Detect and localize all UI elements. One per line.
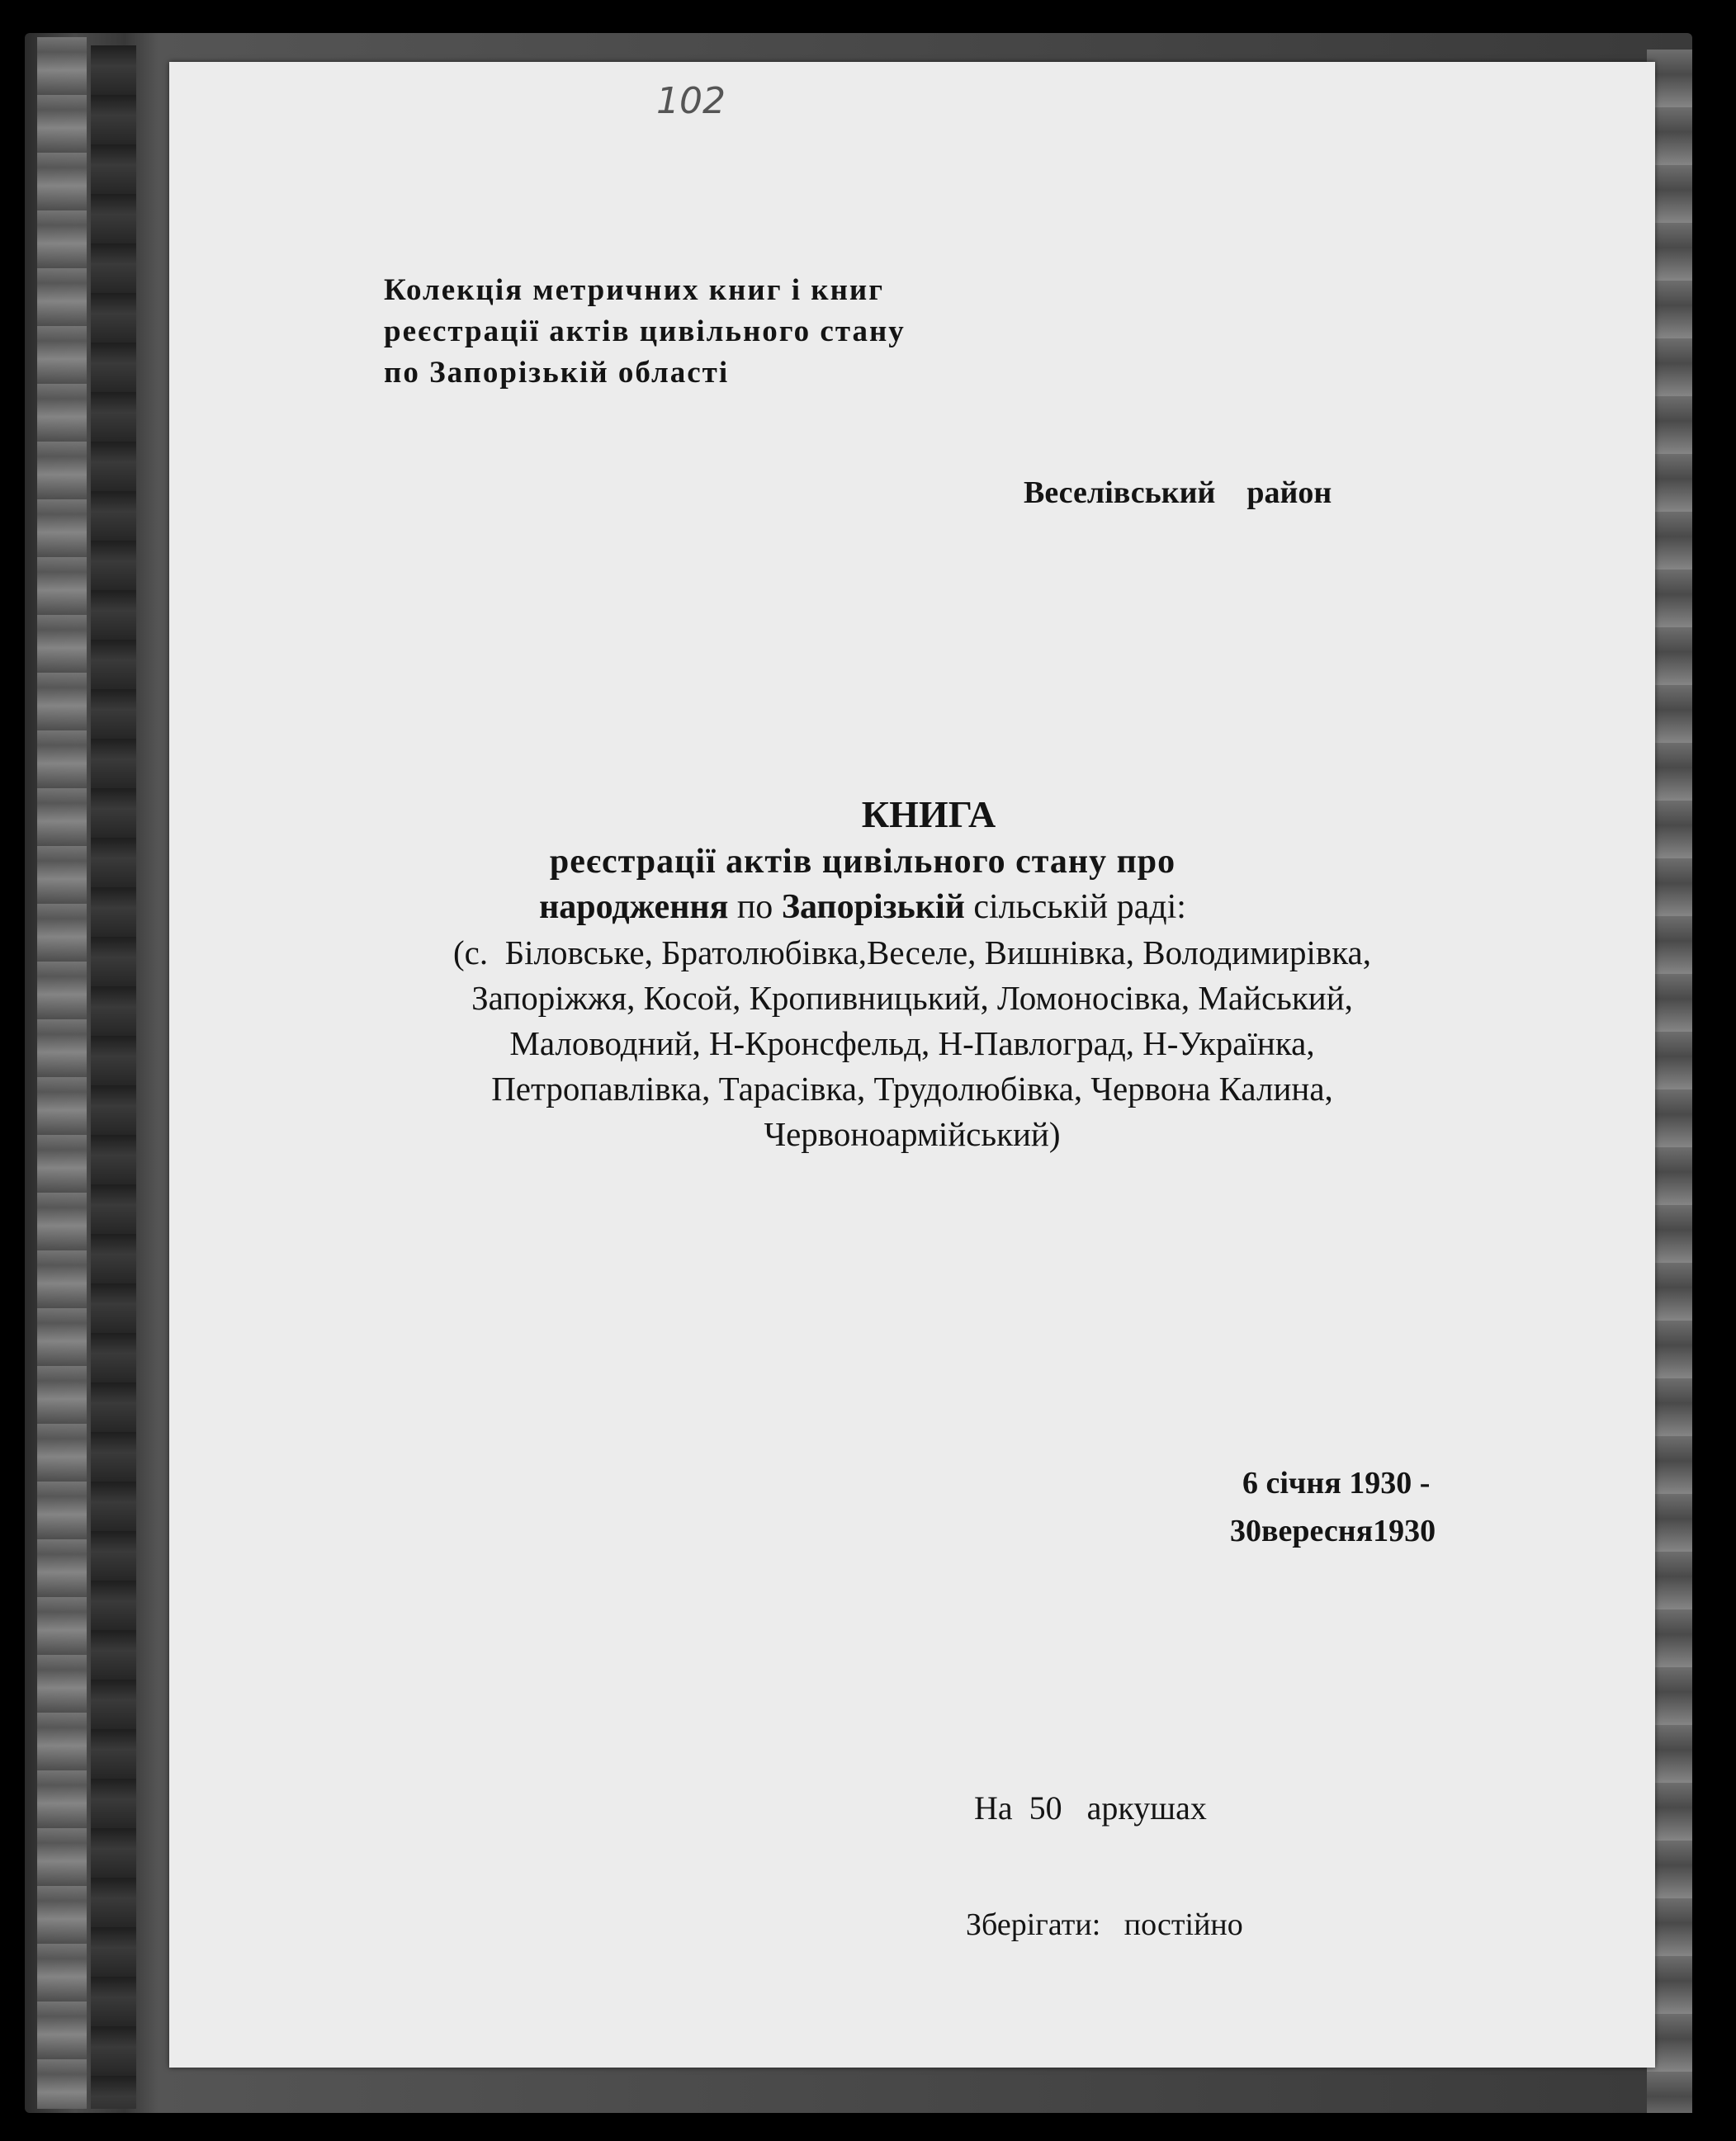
- collection-line-2: реєстрації актів цивільного стану: [384, 314, 906, 348]
- collection-line-1: Колекція метричних книг і книг: [384, 273, 885, 307]
- villages-line-5: Червоноармійський): [764, 1115, 1061, 1153]
- handwritten-page-number: 102: [656, 80, 726, 122]
- villages-line-3: Маловодний, Н-Кронсфельд, Н-Павлоград, Н-Українка,: [509, 1024, 1315, 1062]
- book-spine: [37, 37, 87, 2109]
- book-subtitle-line-1: реєстрації актів цивільного стану про: [549, 843, 1176, 881]
- collection-line-3: по Запорізькій області: [384, 356, 730, 390]
- book-heading: КНИГА: [861, 793, 996, 835]
- date-start: 6 січня 1930 -: [1242, 1466, 1431, 1501]
- title-page: [169, 62, 1655, 2068]
- date-end: 30вересня1930: [1230, 1514, 1436, 1548]
- district-label: Веселівський район: [1024, 475, 1332, 510]
- villages-line-2: Запоріжжя, Косой, Кропивницький, Ломоносівка, Майський,: [471, 979, 1353, 1017]
- subtitle-council-name: Запорізькій: [781, 888, 965, 926]
- villages-line-1: (с. Біловське, Братолюбівка,Веселе, Вишнівка, Володимирівка,: [452, 933, 1371, 971]
- subtitle-births: народження: [539, 888, 729, 926]
- villages-line-4: Петропавлівка, Тарасівка, Трудолюбівка, Червона Калина,: [491, 1070, 1333, 1108]
- book-subtitle-line-2: [120, 887, 1606, 927]
- subtitle-council: сільській раді:: [964, 888, 1186, 926]
- subtitle-by: по: [728, 888, 782, 926]
- book-spine-inner: [91, 45, 136, 2109]
- sheet-count: На 50 аркушах: [974, 1789, 1207, 1827]
- storage-term: Зберігати: постійно: [966, 1907, 1243, 1942]
